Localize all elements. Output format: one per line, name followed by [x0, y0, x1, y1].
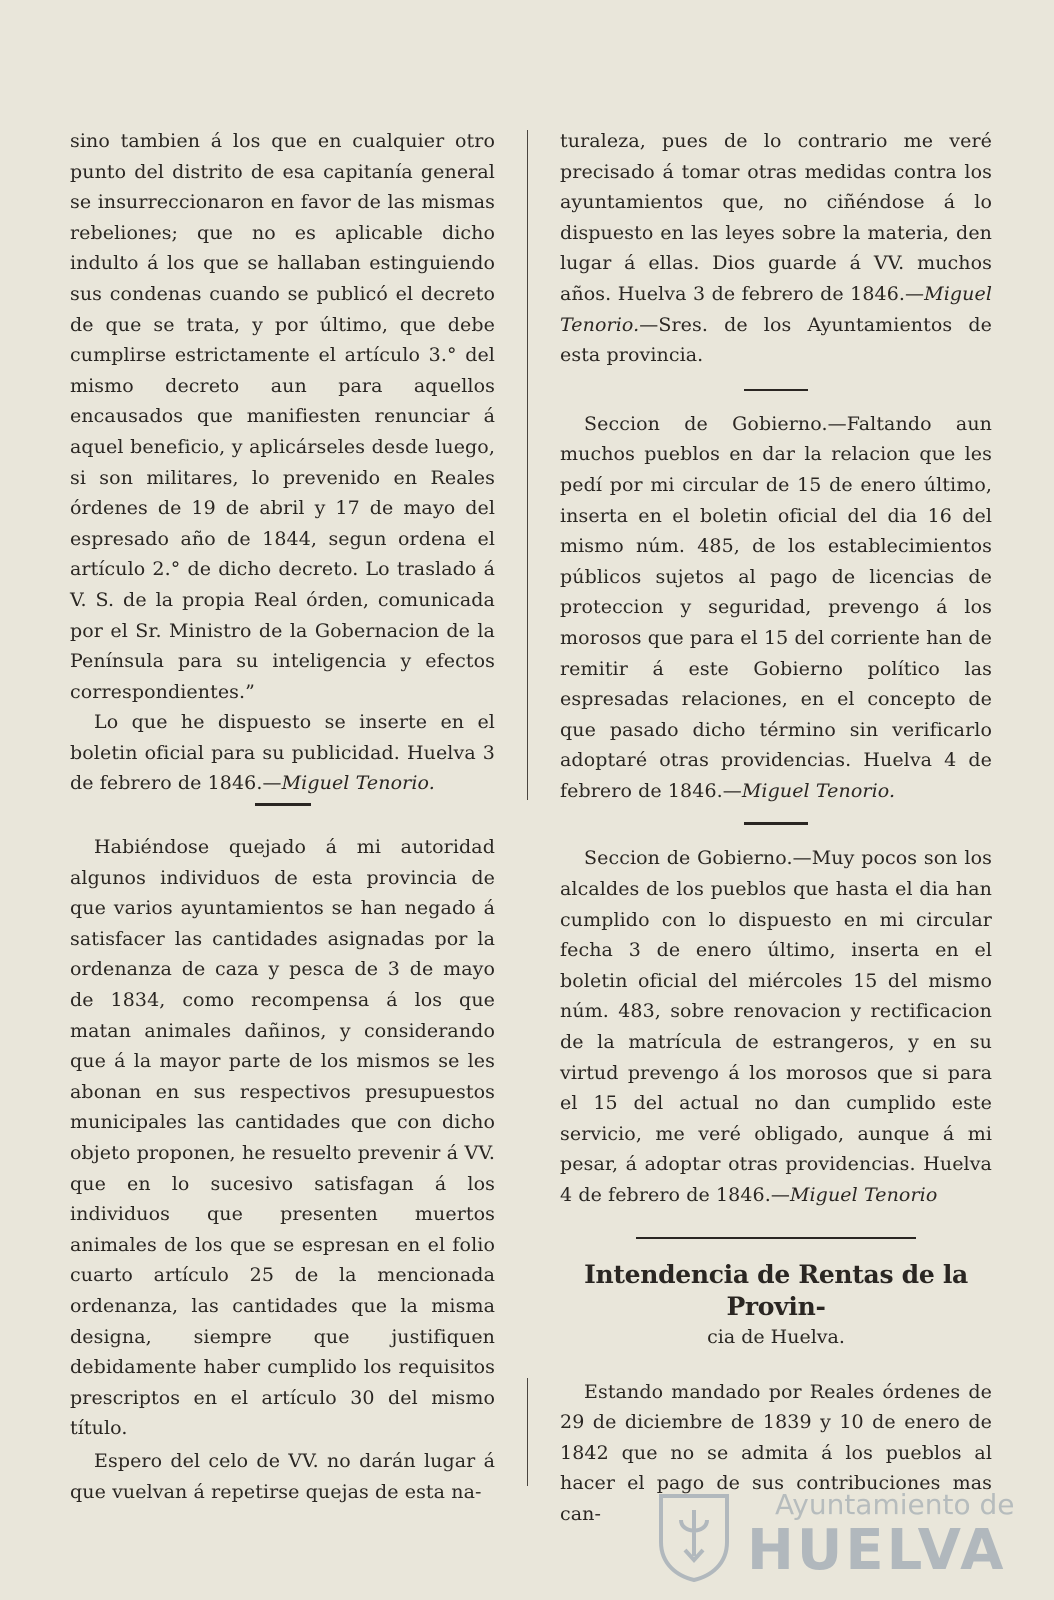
paragraph-text: Habiéndose quejado á mi autoridad algunos individuos de esta provincia de que varios ayuntamientos se han negado á satisfacer las cantidades asignadas por la ordenanza de caza y pesca de 3 de mayo de 1834, como recompensa á los que matan animales dañinos, y considerando que á la mayor parte de los mismos se les abonan en sus respectivos presupuestos municipales las cantidades que con dicho objeto proponen, he resuelto prevenir á VV. que en lo sucesivo satisfagan á los individuos que presenten muertos animales de los que se espresan en el folio cuarto artículo 25 de la mencionada ordenanza, las cantidades que la misma designa, siempre que justifiquen debidamente haber cumplido los requisitos prescriptos en el artículo 30 del mismo título. [70, 836, 495, 1440]
paragraph-estrangeros [560, 843, 992, 1210]
column-divider-line [527, 130, 528, 800]
left-column [70, 126, 495, 1507]
section-divider [744, 822, 808, 825]
section-title: Intendencia de Rentas de la Provin- [584, 1259, 968, 1321]
paragraph-closing [70, 1446, 495, 1507]
section-divider [255, 803, 311, 806]
column-divider-line-lower [527, 1378, 528, 1486]
watermark-line2: HUELVA [747, 1518, 1007, 1583]
paragraph-text: sino tambien á los que en cualquier otro punto del distrito de esa capitanía general se insurreccionaron en favor de las mismas rebeliones; que no es aplicable dicho indulto á los que se hallaban estinguiendo sus condenas cuando se publicó el decreto de que se trata, y por último, que debe cumplirse estrictamente el artículo 3.° del mismo decreto aun para aquellos encausados que manifiesten renunciar á aquel beneficio, y aplicárseles desde luego, si son militares, lo prevenido en Reales órdenes de 19 de abril y 17 de mayo del espresado año de 1844, segun ordena el artículo 2.° de dicho decreto. Lo traslado á V. S. de la propia Real órden, comunicada por el Sr. Ministro de la Gobernacion de la Península para su inteligencia y efectos correspondientes.” [70, 130, 495, 703]
watermark-line1: Ayuntamiento de [775, 1488, 1015, 1521]
paragraph-text: Seccion de Gobierno.—Muy pocos son los alcaldes de los pueblos que hasta el dia han cumplido con lo dispuesto en mi circular fecha 3 de enero último, inserta en el boletin oficial del miércoles 15 del mismo núm. 483, sobre renovacion y rectificacion de la matrícula de estrangeros, y en su virtud prevengo á los morosos que si para el 15 del actual no dan cumplido este servicio, me veré obligado, aunque á mi pesar, á adoptar otras providencias. Huelva 4 de febrero de 1846.— [560, 847, 992, 1206]
paragraph-hunting-ordinance [70, 832, 495, 1444]
right-column [560, 126, 992, 1530]
signature: Miguel Tenorio. [741, 779, 896, 802]
section-divider [636, 1237, 916, 1239]
paragraph-text: —Sres. de los Ayuntamientos de esta provincia. [560, 313, 992, 367]
paragraph-licencias [560, 409, 992, 807]
paragraph-text: Estando mandado por Reales órdenes de 29 de diciembre de 1839 y 10 de enero de 1842 que no se admita á los pueblos al hacer el pago de sus contribuciones mas can- [560, 1380, 992, 1525]
signature: Miguel Tenorio [789, 1184, 938, 1206]
paragraph-royal-order-continuation [70, 126, 495, 707]
paragraph-text: Espero del celo de VV. no darán lugar á que vuelvan á repetirse quejas de esta na- [70, 1449, 495, 1503]
paragraph-text: Lo que he dispuesto se inserte en el boletin oficial para su publicidad. Huelva 3 de febrero de 1846.— [70, 711, 495, 795]
paragraph-text: Seccion de Gobierno.—Faltando aun muchos pueblos en dar la relacion que les pedí por mi circular de 15 de enero último, inserta en el boletin oficial del dia 16 del mismo núm. 485, de los establecimientos públicos sujetos al pago de licencias de proteccion y seguridad, prevengo á los morosos que para el 15 del corriente han de remitir á este Gobierno político las espresadas relaciones, en el concepto de que pasado dicho término sin verificarlo adoptaré otras providencias. Huelva 4 de febrero de 1846.— [560, 412, 992, 802]
coat-of-arms-icon [655, 1490, 733, 1582]
paragraph-text: turaleza, pues de lo contrario me veré precisado á tomar otras medidas contra los ayuntamientos que, no ciñéndose á lo dispuesto en las leyes sobre la materia, den lugar á ellas. Dios guarde á VV. muchos años. Huelva 3 de febrero de 1846.— [560, 130, 992, 305]
signature: Miguel Tenorio. [281, 772, 435, 795]
section-subtitle: cia de Huelva. [707, 1325, 845, 1348]
section-divider [744, 389, 808, 391]
signature: Miguel Tenorio. [560, 282, 992, 336]
paragraph-publication-notice [70, 707, 495, 799]
watermark [655, 1488, 1015, 1588]
paragraph-hunting-ordinance-end [560, 126, 992, 371]
